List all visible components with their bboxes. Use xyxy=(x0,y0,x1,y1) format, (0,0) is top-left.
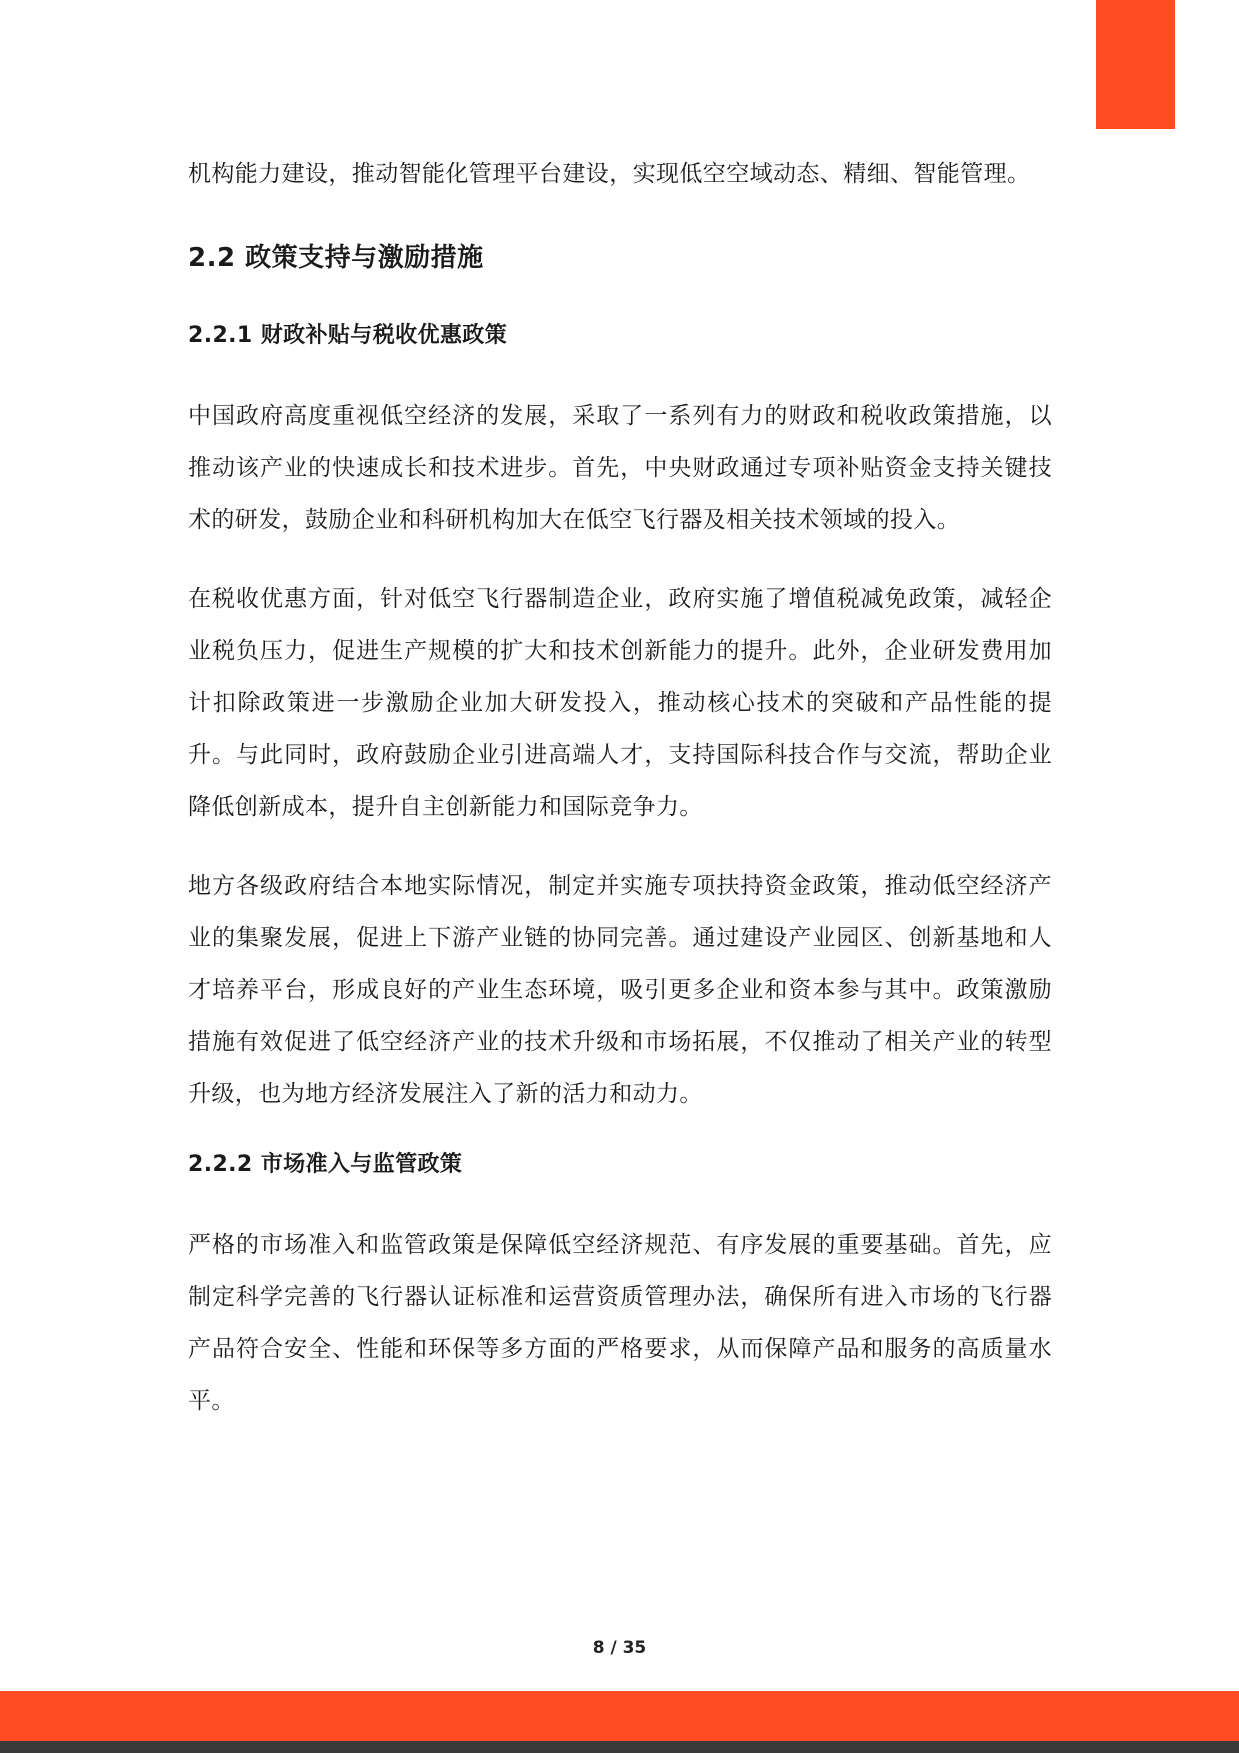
paragraph-local-support: 地方各级政府结合本地实际情况，制定并实施专项扶持资金政策，推动低空经济产业的集聚发展，促进上下游产业链的协同完善。通过建设产业园区、创新基地和人才培养平台，形成良好的产业生态环境，吸引更多企业和资本参与其中。政策激励措施有效促进了低空经济产业的技术升级和市场拓展，不仅推动了相关产业的转型升级，也为地方经济发展注入了新的活力和动力。 xyxy=(188,873,1052,1107)
section-heading: 2.2 政策支持与激励措施 xyxy=(188,243,484,273)
document-body xyxy=(188,148,1052,1427)
footer-dark-line xyxy=(0,1741,1239,1753)
paragraph-tax-incentive: 在税收优惠方面，针对低空飞行器制造企业，政府实施了增值税减免政策，减轻企业税负压力，促进生产规模的扩大和技术创新能力的提升。此外，企业研发费用加计扣除政策进一步激励企业加大研发投入，推动核心技术的突破和产品性能的提升。与此同时，政府鼓励企业引进高端人才，支持国际科技合作与交流，帮助企业降低创新成本，提升自主创新能力和国际竞争力。 xyxy=(188,586,1052,820)
subsection-heading-fiscal: 2.2.1 财政补贴与税收优惠政策 xyxy=(188,323,508,348)
intro-paragraph: 机构能力建设，推动智能化管理平台建设，实现低空空域动态、精细、智能管理。 xyxy=(188,161,1031,187)
paragraph-market-access: 严格的市场准入和监管政策是保障低空经济规范、有序发展的重要基础。首先，应制定科学完善的飞行器认证标准和运营资质管理办法，确保所有进入市场的飞行器产品符合安全、性能和环保等多方面的严格要求，从而保障产品和服务的高质量水平。 xyxy=(188,1232,1052,1414)
footer-accent-band xyxy=(0,1691,1239,1741)
subsection-heading-market: 2.2.2 市场准入与监管政策 xyxy=(188,1152,463,1177)
paragraph-fiscal-subsidy: 中国政府高度重视低空经济的发展，采取了一系列有力的财政和税收政策措施，以推动该产业的快速成长和技术进步。首先，中央财政通过专项补贴资金支持关键技术的研发，鼓励企业和科研机构加大在低空飞行器及相关技术领域的投入。 xyxy=(188,403,1052,533)
corner-accent-tab xyxy=(1096,0,1175,129)
page-number: 8 / 35 xyxy=(592,1638,647,1658)
